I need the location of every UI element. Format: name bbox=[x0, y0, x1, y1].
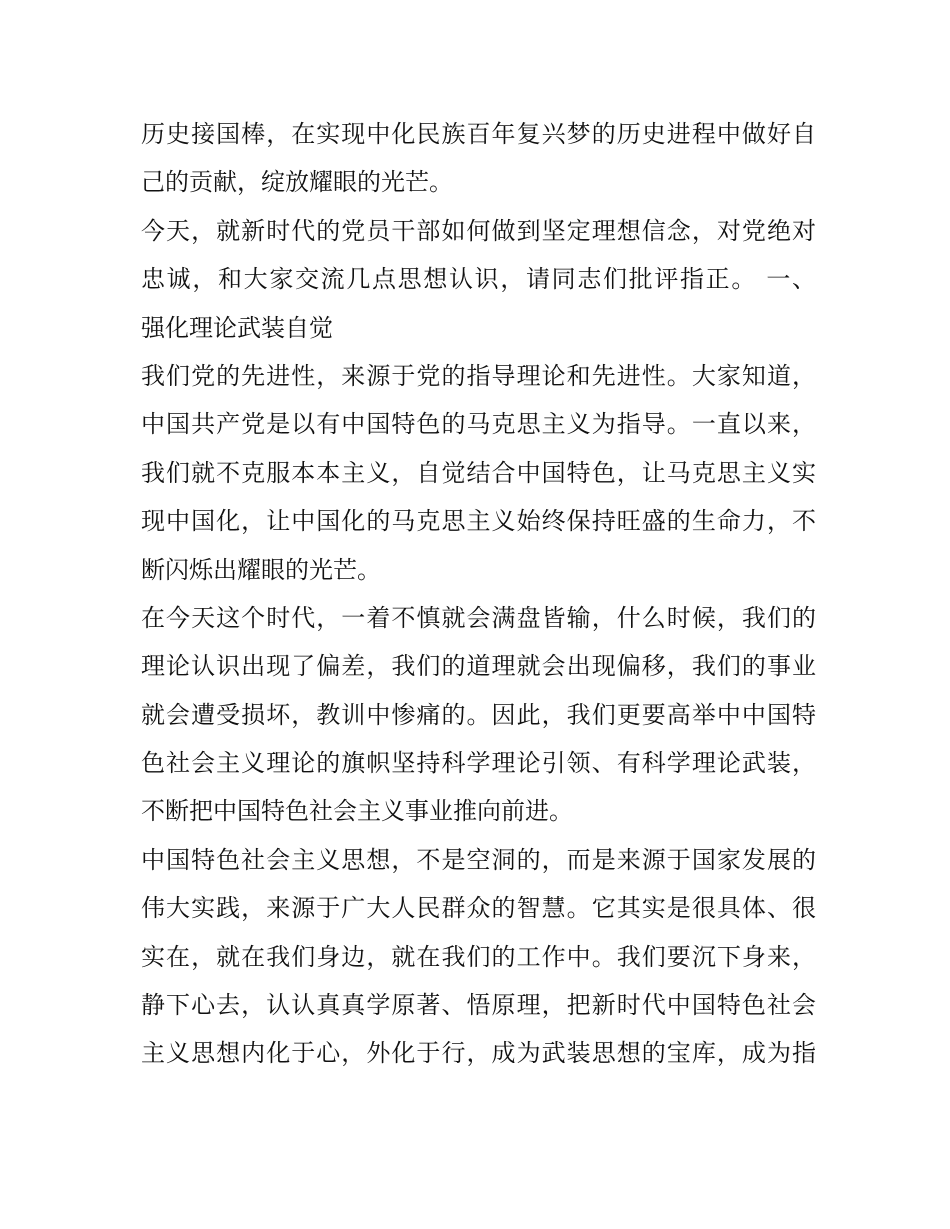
text-line: 强化理论武装自觉 bbox=[141, 313, 333, 342]
text-line: 静下心去，认认真真学原著、悟原理，把新时代中国特色社会 bbox=[141, 991, 816, 1020]
text-line: 我们就不克服本本主义，自觉结合中国特色，让马克思主义实 bbox=[141, 458, 816, 487]
text-line: 现中国化，让中国化的马克思主义始终保持旺盛的生命力，不 bbox=[141, 507, 816, 536]
text-line: 中国共产党是以有中国特色的马克思主义为指导。一直以来， bbox=[141, 410, 816, 439]
text-line: 在今天这个时代，一着不慎就会满盘皆输，什么时候，我们的 bbox=[141, 603, 816, 632]
text-line: 不断把中国特色社会主义事业推向前进。 bbox=[141, 797, 573, 826]
text-line: 我们党的先进性，来源于党的指导理论和先进性。大家知道， bbox=[141, 361, 816, 390]
text-line: 色社会主义理论的旗帜坚持科学理论引领、有科学理论武装， bbox=[141, 749, 816, 778]
text-line: 实在，就在我们身边，就在我们的工作中。我们要沉下身来， bbox=[141, 942, 816, 971]
text-line: 伟大实践，来源于广大人民群众的智慧。它其实是很具体、很 bbox=[141, 894, 816, 923]
text-line: 今天，就新时代的党员干部如何做到坚定理想信念，对党绝对 bbox=[141, 216, 816, 245]
text-line: 主义思想内化于心，外化于行，成为武装思想的宝库，成为指 bbox=[141, 1039, 816, 1068]
text-line: 就会遭受损坏，教训中惨痛的。因此，我们更要高举中中国特 bbox=[141, 700, 816, 729]
text-line: 中国特色社会主义思想，不是空洞的，而是来源于国家发展的 bbox=[141, 845, 816, 874]
text-line: 历史接国棒，在实现中化民族百年复兴梦的历史进程中做好自 bbox=[141, 120, 816, 148]
text-line: 己的贡献，绽放耀眼的光芒。 bbox=[141, 168, 453, 197]
document-body bbox=[141, 110, 816, 1078]
text-line: 忠诚，和大家交流几点思想认识，请同志们批评指正。 一、 bbox=[141, 265, 816, 294]
text-line: 理论认识出现了偏差，我们的道理就会出现偏移，我们的事业 bbox=[141, 652, 816, 681]
text-line: 断闪烁出耀眼的光芒。 bbox=[141, 555, 381, 584]
